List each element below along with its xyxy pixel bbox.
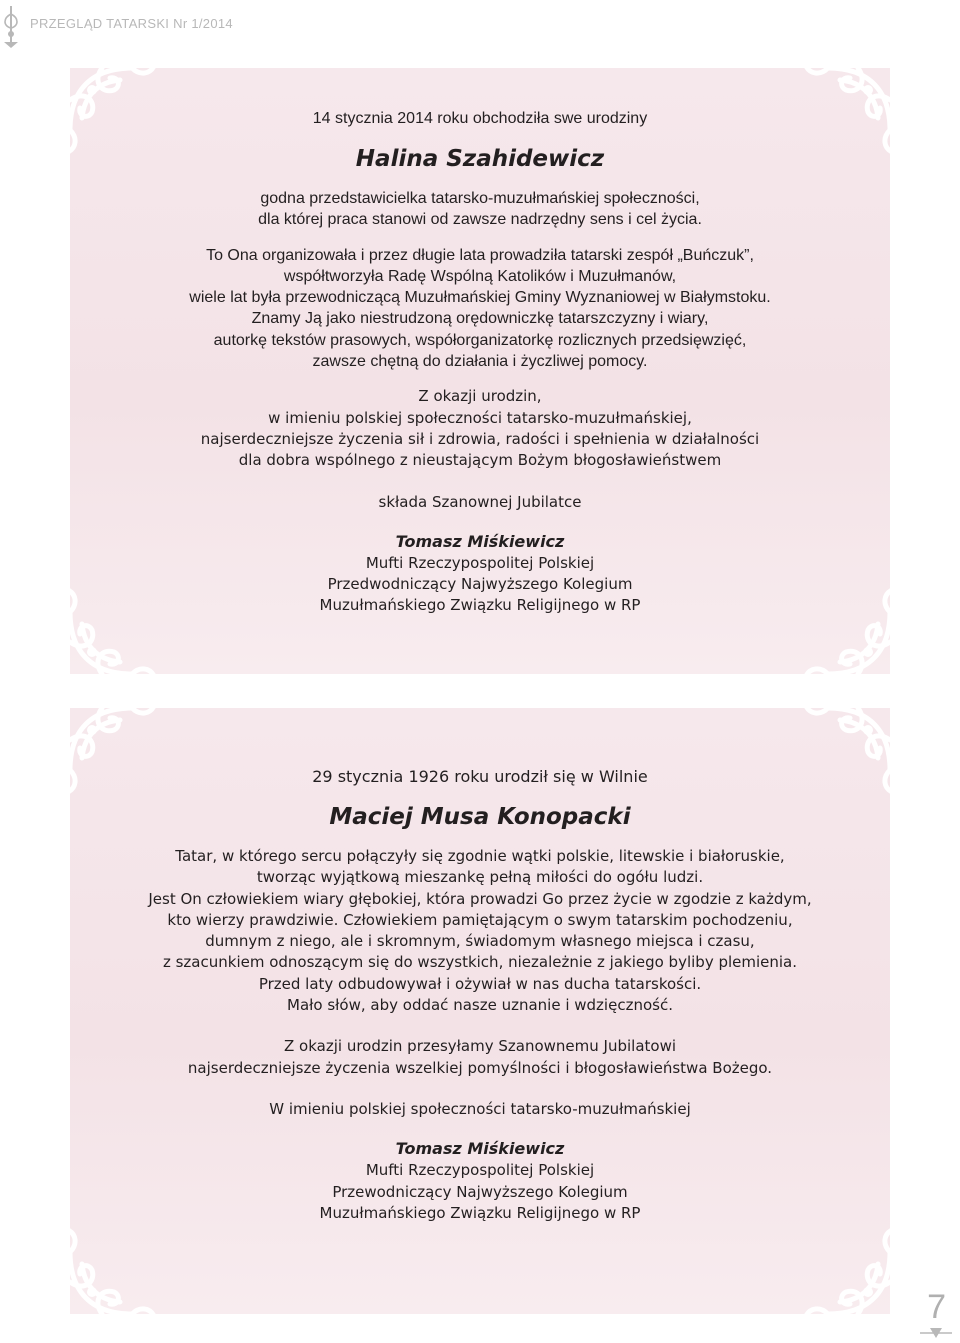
card-body: [70, 766, 890, 1224]
ornament-icon: [0, 4, 22, 48]
intro-line: godna przedstawicielka tatarsko-muzułmańskiej społeczności,: [260, 190, 700, 207]
corner-ornament-icon: [70, 1212, 172, 1314]
bio-line: Tatar, w którego sercu połączyły się zgodnie wątki polskie, litewskie i białoruskie,: [175, 847, 785, 865]
card-date: 14 stycznia 2014 roku obchodziła swe urodziny: [312, 110, 648, 127]
bio-line: z szacunkiem odnoszącym się do wszystkich, niezależnie z jakiego byliby plemienia.: [162, 953, 798, 972]
bio-line: tworząc wyjątkową mieszankę pełną miłości do ogółu ludzi.: [256, 868, 704, 887]
sender-intro: składa Szanownej Jubilatce: [378, 492, 582, 511]
wishes-line: Z okazji urodzin,: [418, 387, 542, 406]
birthday-card-halina: [70, 68, 890, 674]
wishes-line: najserdeczniejsze życzenia wszelkiej pomyślności i błogosławieństwa Bożego.: [187, 1058, 773, 1077]
card-body: [70, 108, 890, 617]
wishes-line: Z okazji urodzin przesyłamy Szanownemu Jubilatowi: [284, 1037, 676, 1056]
birthday-card-maciej: [70, 708, 890, 1314]
bio-line: Jest On człowiekiem wiary głębokiej, która prowadzi Go przez życie w zgodzie z każdym,: [148, 889, 812, 908]
bio-line: autorkę tekstów prasowych, współorganizatorkę rozlicznych przedsięwzięć,: [213, 331, 747, 349]
signature-name: Tomasz Miśkiewicz: [395, 1139, 565, 1159]
signature-title: Mufti Rzeczypospolitej Polskiej: [365, 1161, 595, 1180]
card-date: 29 stycznia 1926 roku urodził się w Wilnie: [312, 767, 648, 786]
corner-ornament-icon: [788, 1212, 890, 1314]
wishes-line: najserdeczniejsze życzenia sił i zdrowia, radości i spełnienia w działalności: [200, 429, 760, 448]
bio-line: kto wierzy prawdziwie. Człowiekiem pamiętającym o swym tatarskim pochodzeniu,: [167, 910, 793, 929]
signature-title: Muzułmańskiego Związku Religijnego w RP: [319, 1203, 641, 1222]
page-header: [0, 0, 300, 50]
signature-title: Przewodniczący Najwyższego Kolegium: [332, 1182, 628, 1201]
wishes-line: dla dobra wspólnego z nieustającym Bożym błogosławieństwem: [238, 451, 722, 470]
signature-name: Tomasz Miśkiewicz: [395, 531, 565, 551]
publication-title: PRZEGLĄD TATARSKI Nr 1/2014: [30, 16, 233, 31]
bio-line: współtworzyła Radę Wspólną Katolików i Muzułmanów,: [283, 267, 677, 285]
bio-line: zawsze chętną do działania i życzliwej pomocy.: [312, 353, 648, 371]
page-ornament-icon: [918, 1326, 954, 1340]
bio-line: Mało słów, aby oddać nasze uznanie i wdzięczność.: [287, 996, 673, 1015]
honoree-name: Halina Szahidewicz: [355, 146, 605, 172]
page-number: 7: [927, 1288, 946, 1326]
intro-line: dla której praca stanowi od zawsze nadrzędny sens i cel życia.: [258, 211, 702, 229]
bio-line: Przed laty odbudowywał i ożywiał w nas ducha tatarskości.: [258, 974, 702, 993]
signature-title: Muzułmańskiego Związku Religijnego w RP: [319, 596, 641, 615]
honoree-name: Maciej Musa Konopacki: [329, 804, 631, 830]
signature-title: Mufti Rzeczypospolitej Polskiej: [365, 553, 595, 572]
bio-line: To Ona organizowała i przez długie lata prowadziła tatarski zespół „Buńczuk”,: [206, 246, 754, 264]
bio-line: wiele lat była przewodniczącą Muzułmańskiej Gminy Wyznaniowej w Białymstoku.: [189, 289, 771, 307]
sender-intro: W imieniu polskiej społeczności tatarsko-muzułmańskiej: [269, 1099, 691, 1118]
wishes-line: w imieniu polskiej społeczności tatarsko-muzułmańskiej,: [268, 408, 692, 427]
bio-line: dumnym z niego, ale i skromnym, świadomym własnego miejsca i czasu,: [205, 932, 755, 951]
signature-title: Przedwodniczący Najwyższego Kolegium: [327, 575, 633, 594]
bio-line: Znamy Ją jako niestrudzoną orędowniczkę tatarszczyzny i wiary,: [251, 310, 709, 328]
